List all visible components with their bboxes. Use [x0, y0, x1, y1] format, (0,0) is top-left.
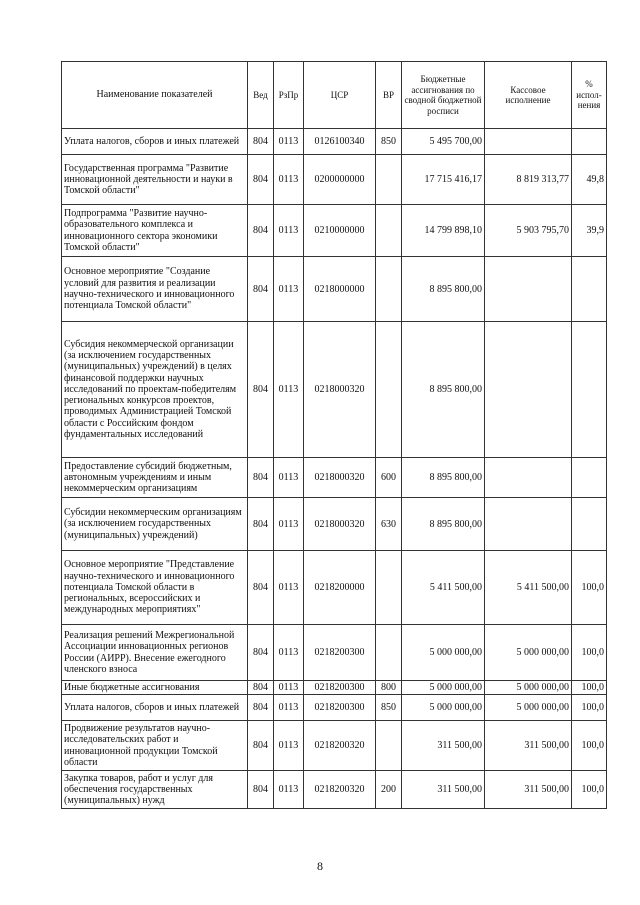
- header-vr: ВР: [376, 62, 402, 129]
- header-percent: % испол-нения: [572, 62, 607, 129]
- cell-rzpr: 0113: [274, 498, 304, 551]
- cell-vr: 800: [376, 681, 402, 695]
- cell-cash: [485, 322, 572, 458]
- cell-budget: 5 000 000,00: [402, 695, 485, 721]
- cell-rzpr: 0113: [274, 322, 304, 458]
- cell-name: Подпрограмма "Развитие научно-образовательного комплекса и инновационного сектора экономики Томской области": [62, 205, 248, 257]
- cell-percent: 100,0: [572, 771, 607, 809]
- cell-csr: 0218000320: [304, 458, 376, 498]
- cell-cash: 5 000 000,00: [485, 695, 572, 721]
- cell-vr: 600: [376, 458, 402, 498]
- header-csr: ЦСР: [304, 62, 376, 129]
- cell-rzpr: 0113: [274, 721, 304, 771]
- cell-budget: 8 895 800,00: [402, 458, 485, 498]
- cell-name: Уплата налогов, сборов и иных платежей: [62, 695, 248, 721]
- cell-csr: 0218200300: [304, 695, 376, 721]
- cell-name: Основное мероприятие "Представление научно-технического и инновационного потенциала Томской области в региональных, всероссийских и международных мероприятиях": [62, 551, 248, 625]
- cell-cash: 5 411 500,00: [485, 551, 572, 625]
- cell-vr: 850: [376, 129, 402, 155]
- cell-rzpr: 0113: [274, 695, 304, 721]
- cell-name: Реализация решений Межрегиональной Ассоциации инновационных регионов России (АИРР). Внесение ежегодного членского взноса: [62, 625, 248, 681]
- cell-vr: 850: [376, 695, 402, 721]
- cell-rzpr: 0113: [274, 551, 304, 625]
- cell-name: Субсидии некоммерческим организациям (за исключением государственных (муниципальных) учреждений): [62, 498, 248, 551]
- cell-budget: 5 000 000,00: [402, 681, 485, 695]
- cell-budget: 14 799 898,10: [402, 205, 485, 257]
- cell-csr: 0218000000: [304, 257, 376, 322]
- cell-name: Субсидия некоммерческой организации (за исключением государственных (муниципальных) учреждений) в целях финансовой поддержки научных исследований по проектам-победителям региональных конкурсов проектов, проводимых Администрацией Томской области с Российским фондом фундаментальных исследований: [62, 322, 248, 458]
- cell-ved: 804: [248, 551, 274, 625]
- cell-rzpr: 0113: [274, 155, 304, 205]
- cell-vr: [376, 155, 402, 205]
- cell-percent: [572, 498, 607, 551]
- cell-vr: 630: [376, 498, 402, 551]
- cell-csr: 0210000000: [304, 205, 376, 257]
- cell-name: Уплата налогов, сборов и иных платежей: [62, 129, 248, 155]
- cell-budget: 17 715 416,17: [402, 155, 485, 205]
- cell-csr: 0218000320: [304, 498, 376, 551]
- cell-percent: 100,0: [572, 721, 607, 771]
- cell-rzpr: 0113: [274, 771, 304, 809]
- cell-csr: 0218200000: [304, 551, 376, 625]
- cell-rzpr: 0113: [274, 681, 304, 695]
- cell-name: Продвижение результатов научно-исследовательских работ и инновационной продукции Томской области: [62, 721, 248, 771]
- cell-rzpr: 0113: [274, 458, 304, 498]
- cell-budget: 5 000 000,00: [402, 625, 485, 681]
- table-row: [62, 498, 607, 551]
- cell-percent: [572, 129, 607, 155]
- header-ved: Вед: [248, 62, 274, 129]
- cell-csr: 0200000000: [304, 155, 376, 205]
- table-row: [62, 681, 607, 695]
- table-row: [62, 771, 607, 809]
- cell-cash: [485, 458, 572, 498]
- cell-rzpr: 0113: [274, 129, 304, 155]
- cell-budget: 5 411 500,00: [402, 551, 485, 625]
- table-row: [62, 322, 607, 458]
- budget-table: [61, 61, 607, 809]
- cell-ved: 804: [248, 721, 274, 771]
- table-row: [62, 551, 607, 625]
- cell-percent: 100,0: [572, 551, 607, 625]
- cell-csr: 0218200320: [304, 771, 376, 809]
- cell-vr: [376, 205, 402, 257]
- cell-cash: 311 500,00: [485, 771, 572, 809]
- cell-cash: [485, 129, 572, 155]
- table-row: [62, 625, 607, 681]
- cell-ved: 804: [248, 771, 274, 809]
- cell-budget: 311 500,00: [402, 771, 485, 809]
- cell-cash: [485, 257, 572, 322]
- cell-name: Иные бюджетные ассигнования: [62, 681, 248, 695]
- header-name: Наименование показателей: [62, 62, 248, 129]
- cell-cash: [485, 498, 572, 551]
- cell-csr: 0218000320: [304, 322, 376, 458]
- cell-cash: 311 500,00: [485, 721, 572, 771]
- cell-name: Основное мероприятие "Создание условий для развития и реализации научно-технического и инновационного потенциала Томской области": [62, 257, 248, 322]
- cell-rzpr: 0113: [274, 257, 304, 322]
- cell-ved: 804: [248, 458, 274, 498]
- cell-vr: [376, 551, 402, 625]
- cell-percent: 100,0: [572, 681, 607, 695]
- cell-rzpr: 0113: [274, 625, 304, 681]
- cell-budget: 8 895 800,00: [402, 257, 485, 322]
- cell-cash: 8 819 313,77: [485, 155, 572, 205]
- cell-ved: 804: [248, 322, 274, 458]
- cell-csr: 0218200300: [304, 681, 376, 695]
- cell-ved: 804: [248, 695, 274, 721]
- cell-ved: 804: [248, 498, 274, 551]
- cell-csr: 0126100340: [304, 129, 376, 155]
- cell-ved: 804: [248, 681, 274, 695]
- table-row: [62, 695, 607, 721]
- cell-ved: 804: [248, 155, 274, 205]
- cell-percent: 49,8: [572, 155, 607, 205]
- header-row: [62, 62, 607, 129]
- table-row: [62, 458, 607, 498]
- cell-percent: [572, 257, 607, 322]
- cell-budget: 5 495 700,00: [402, 129, 485, 155]
- cell-csr: 0218200320: [304, 721, 376, 771]
- table-row: [62, 205, 607, 257]
- cell-percent: 39,9: [572, 205, 607, 257]
- cell-ved: 804: [248, 129, 274, 155]
- cell-percent: [572, 322, 607, 458]
- cell-vr: [376, 625, 402, 681]
- cell-ved: 804: [248, 625, 274, 681]
- header-rzpr: РзПр: [274, 62, 304, 129]
- table-row: [62, 257, 607, 322]
- cell-ved: 804: [248, 205, 274, 257]
- cell-budget: 311 500,00: [402, 721, 485, 771]
- cell-vr: 200: [376, 771, 402, 809]
- cell-name: Государственная программа "Развитие инновационной деятельности и науки в Томской области": [62, 155, 248, 205]
- cell-csr: 0218200300: [304, 625, 376, 681]
- cell-cash: 5 903 795,70: [485, 205, 572, 257]
- cell-ved: 804: [248, 257, 274, 322]
- cell-rzpr: 0113: [274, 205, 304, 257]
- cell-budget: 8 895 800,00: [402, 498, 485, 551]
- cell-percent: 100,0: [572, 625, 607, 681]
- cell-vr: [376, 322, 402, 458]
- header-budget: Бюджетные ассигнования по сводной бюджетной росписи: [402, 62, 485, 129]
- cell-percent: [572, 458, 607, 498]
- cell-vr: [376, 721, 402, 771]
- cell-name: Предоставление субсидий бюджетным, автономным учреждениям и иным некоммерческим организациям: [62, 458, 248, 498]
- cell-cash: 5 000 000,00: [485, 625, 572, 681]
- cell-cash: 5 000 000,00: [485, 681, 572, 695]
- cell-percent: 100,0: [572, 695, 607, 721]
- table-row: [62, 129, 607, 155]
- cell-name: Закупка товаров, работ и услуг для обеспечения государственных (муниципальных) нужд: [62, 771, 248, 809]
- page-number: 8: [317, 859, 323, 873]
- header-cash: Кассовое исполнение: [485, 62, 572, 129]
- table-row: [62, 721, 607, 771]
- cell-vr: [376, 257, 402, 322]
- table-row: [62, 155, 607, 205]
- table-body: [62, 129, 607, 809]
- cell-budget: 8 895 800,00: [402, 322, 485, 458]
- budget-table-container: [61, 61, 606, 809]
